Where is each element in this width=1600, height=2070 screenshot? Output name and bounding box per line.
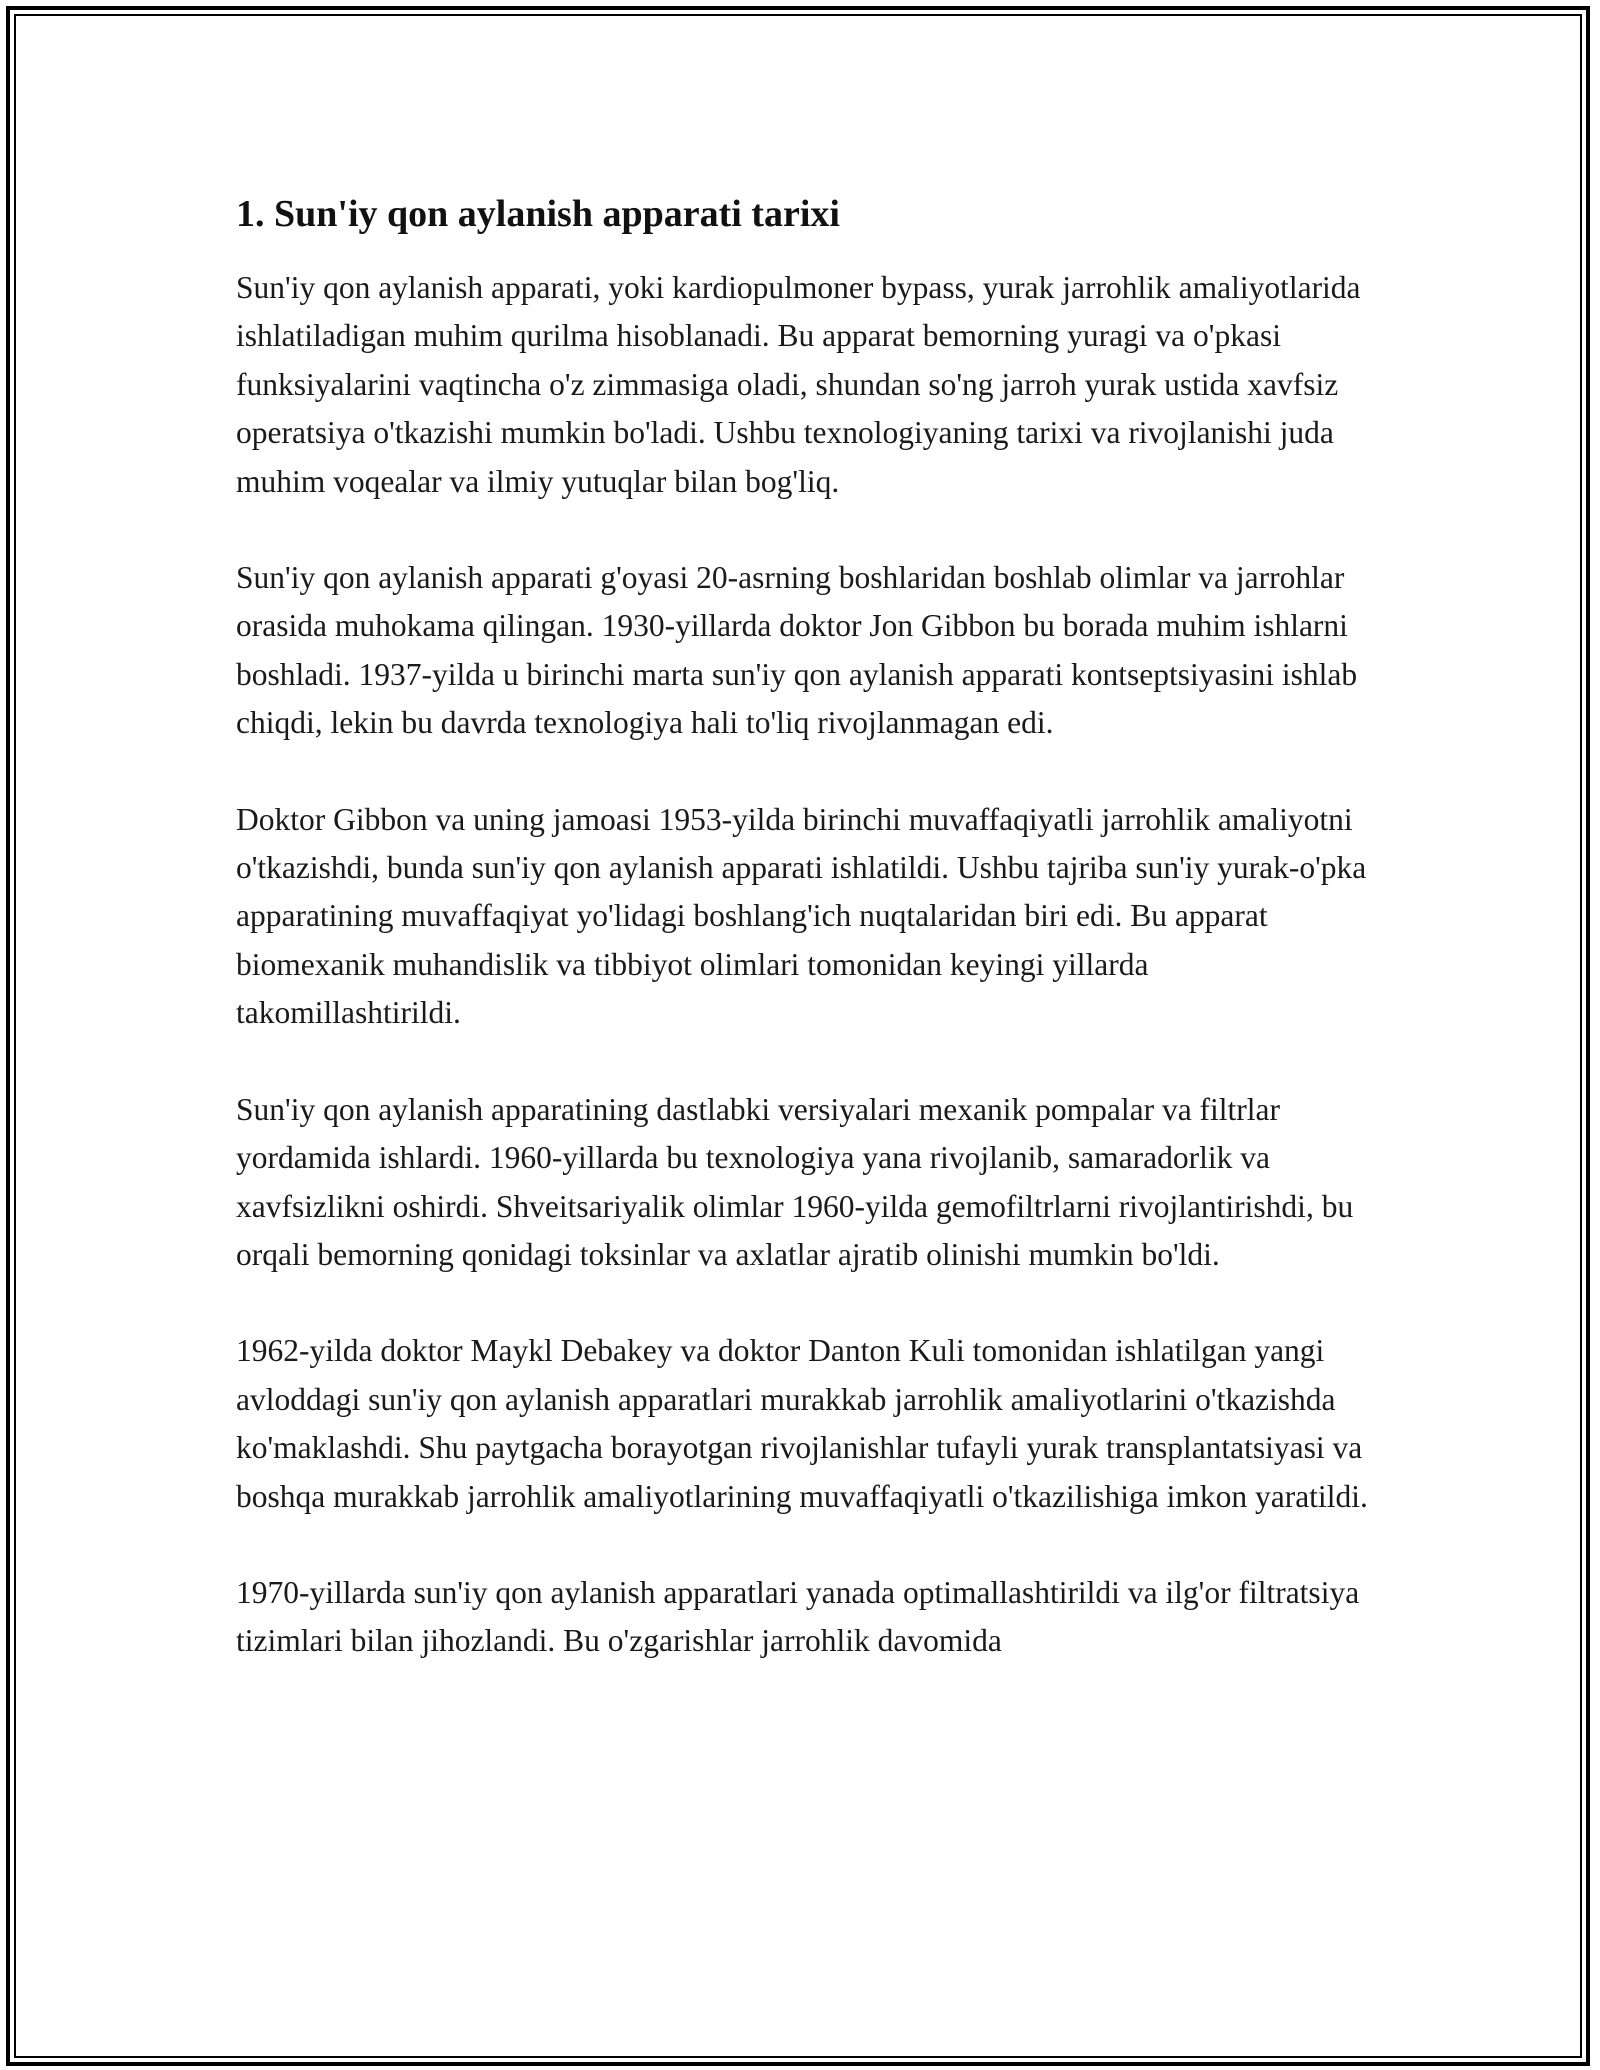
section-heading: 1. Sun'iy qon aylanish apparati tarixi (236, 193, 840, 235)
document-body (236, 186, 1376, 1714)
paragraph-4: Sun'iy qon aylanish apparatining dastlabki versiyalari mexanik pompalar va filtrlar yordamida ishlardi. 1960-yillarda bu texnologiya yana rivojlanib, samaradorlik va xavfsizlikni oshirdi. Shveitsariyalik olimlar 1960-yilda gemofiltrlarni rivojlantirishdi, bu orqali bemorning qonidagi toksinlar va axlatlar ajratib olinishi mumkin bo'ldi. (236, 1091, 1354, 1272)
paragraph-5: 1962-yilda doktor Maykl Debakey va doktor Danton Kuli tomonidan ishlatilgan yangi avloddagi sun'iy qon aylanish apparatlari murakkab jarrohlik amaliyotlarini o'tkazishda ko'maklashdi. Shu paytgacha borayotgan rivojlanishlar tufayli yurak transplantatsiyasi va boshqa murakkab jarrohlik amaliyotlarining muvaffaqiyatli o'tkazilishiga imkon yaratildi. (236, 1333, 1368, 1514)
paragraph-3: Doktor Gibbon va uning jamoasi 1953-yilda birinchi muvaffaqiyatli jarrohlik amaliyotni o'tkazishdi, bunda sun'iy qon aylanish apparati ishlatildi. Ushbu tajriba sun'iy yurak-o'pka apparatining muvaffaqiyat yo'lidagi boshlang'ich nuqtalaridan biri edi. Bu apparat biomexanik muhandislik va tibbiyot olimlari tomonidan keyingi yillarda takomillashtirildi. (236, 801, 1367, 1031)
paragraph-2: Sun'iy qon aylanish apparati g'oyasi 20-asrning boshlaridan boshlab olimlar va jarrohlar orasida muhokama qilingan. 1930-yillarda doktor Jon Gibbon bu borada muhim ishlarni boshladi. 1937-yilda u birinchi marta sun'iy qon aylanish apparati kontseptsiyasini ishlab chiqdi, lekin bu davrda texnologiya hali to'liq rivojlanmagan edi. (236, 560, 1358, 741)
paragraph-1: Sun'iy qon aylanish apparati, yoki kardiopulmoner bypass, yurak jarrohlik amaliyotlarida ishlatiladigan muhim qurilma hisoblanadi. Bu apparat bemorning yuragi va o'pkasi funksiyalarini vaqtincha o'z zimmasiga oladi, shundan so'ng jarroh yurak ustida xavfsiz operatsiya o'tkazishi mumkin bo'ladi. Ushbu texnologiyaning tarixi va rivojlanishi juda muhim voqealar va ilmiy yutuqlar bilan bog'liq. (236, 270, 1361, 499)
paragraph-6: 1970-yillarda sun'iy qon aylanish apparatlari yanada optimallashtirildi va ilg'or filtratsiya tizimlari bilan jihozlandi. Bu o'zgarishlar jarrohlik davomida (236, 1574, 1360, 1659)
